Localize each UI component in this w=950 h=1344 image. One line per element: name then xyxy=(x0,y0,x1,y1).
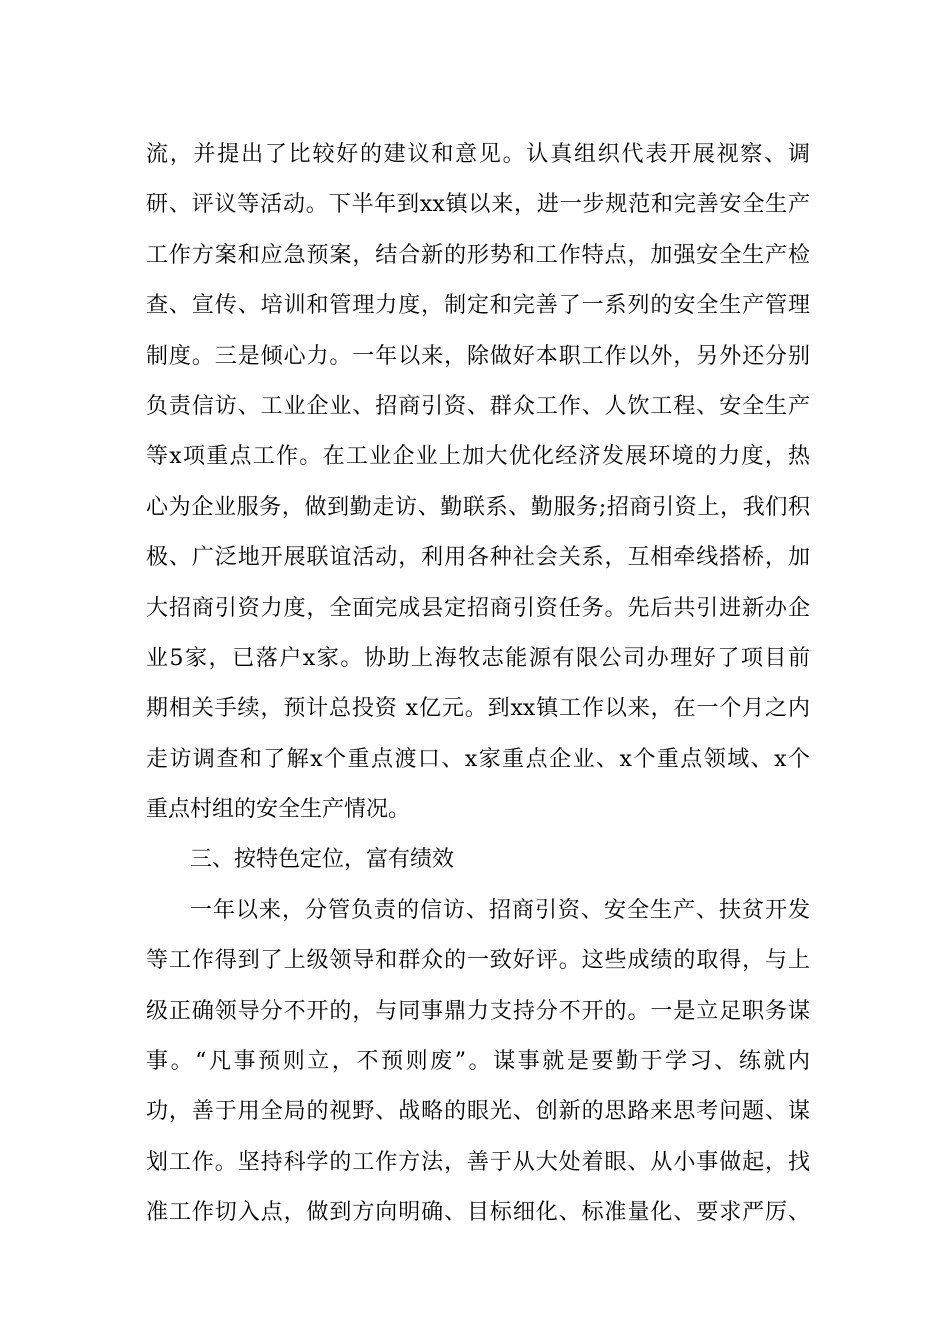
text-line: 心为企业服务，做到勤走访、勤联系、勤服务;招商引资上，我们积 xyxy=(146,494,810,520)
text-line: 大招商引资力度，全面完成县定招商引资任务。先后共引进新办企 xyxy=(146,595,810,621)
text-line: 划工作。坚持科学的工作方法，善于从大处着眼、从小事做起，找 xyxy=(146,1149,810,1175)
text-line: 流，并提出了比较好的建议和意见。认真组织代表开展视察、调 xyxy=(146,142,810,167)
text-line: 工作方案和应急预案，结合新的形势和工作特点，加强安全生产检 xyxy=(146,242,810,268)
text-line: 业5家，已落户x家。协助上海牧志能源有限公司办理好了项目前 xyxy=(146,645,810,671)
paragraph-first-line: 一年以来，分管负责的信访、招商引资、安全生产、扶贫开发 xyxy=(190,897,810,923)
text-line: 负责信访、工业企业、招商引资、群众工作、人饮工程、安全生产 xyxy=(146,393,810,419)
text-line: 走访调查和了解x个重点渡口、x家重点企业、x个重点领域、x个 xyxy=(146,746,810,772)
text-line: 查、宣传、培训和管理力度，制定和完善了一系列的安全生产管理 xyxy=(146,293,810,319)
text-line: 事。“凡事预则立，不预则废”。谋事就是要勤于学习、练就内 xyxy=(146,1049,810,1075)
text-line: 级正确领导分不开的，与同事鼎力支持分不开的。一是立足职务谋 xyxy=(146,998,810,1024)
text-line: 功，善于用全局的视野、战略的眼光、创新的思路来思考问题、谋 xyxy=(146,1099,810,1125)
text-line: 制度。三是倾心力。一年以来，除做好本职工作以外，另外还分别 xyxy=(146,343,810,369)
text-line: 等x项重点工作。在工业企业上加大优化经济发展环境的力度，热 xyxy=(146,444,810,470)
section-heading: 三、按特色定位，富有绩效 xyxy=(190,847,455,873)
text-line: 期相关手续，预计总投资 x亿元。到xx镇工作以来，在一个月之内 xyxy=(146,696,810,722)
text-line: 准工作切入点，做到方向明确、目标细化、标准量化、要求严厉、 xyxy=(146,1200,810,1226)
document-body xyxy=(146,130,810,1239)
text-line: 极、广泛地开展联谊活动，利用各种社会关系，互相牵线搭桥，加 xyxy=(146,545,810,571)
text-line: 研、评议等活动。下半年到xx镇以来，进一步规范和完善安全生产 xyxy=(146,192,810,218)
text-line: 等工作得到了上级领导和群众的一致好评。这些成绩的取得，与上 xyxy=(146,948,810,974)
text-line: 重点村组的安全生产情况。 xyxy=(146,797,411,823)
